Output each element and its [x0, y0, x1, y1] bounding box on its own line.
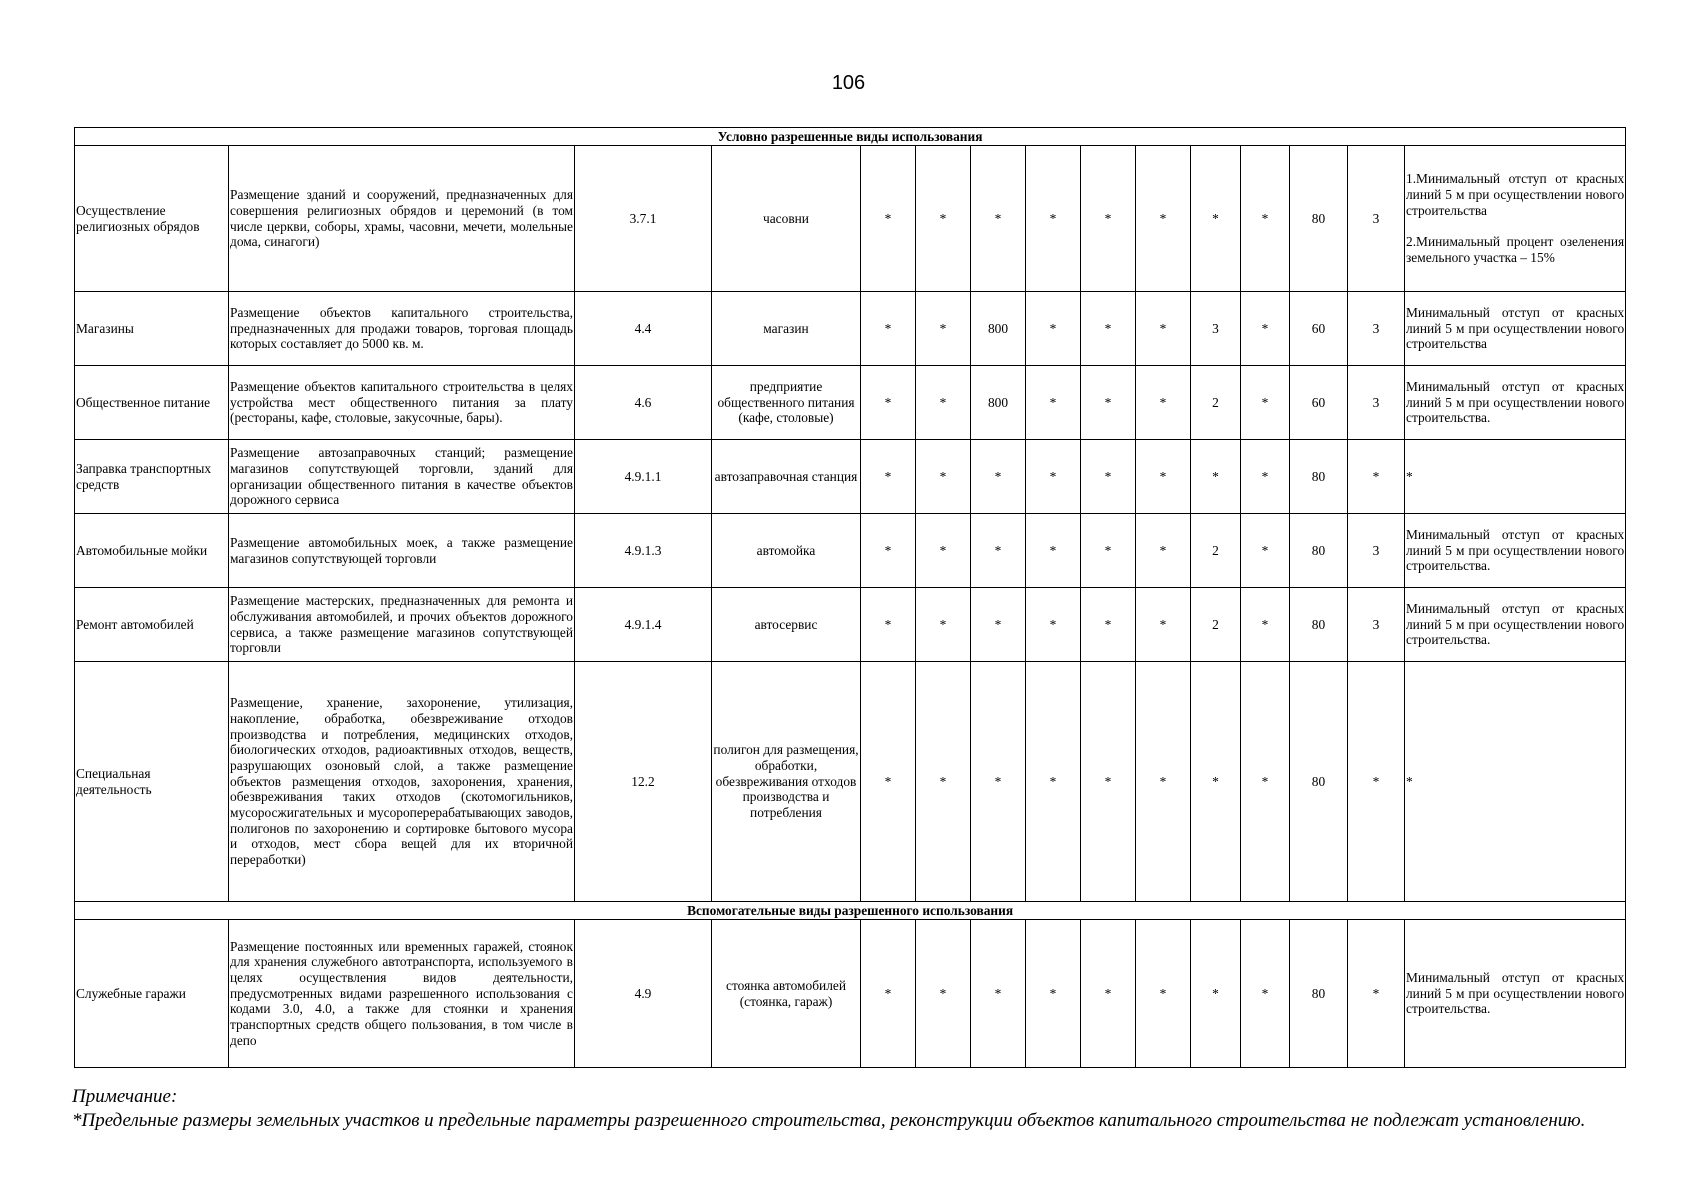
param-2-cell: * [916, 514, 971, 588]
use-description-cell: Размещение, хранение, захоронение, утилизация, накопление, обработка, обезвреживание отходов производства и потребления, медицинских отходов, биологических отходов, радиоактивных отходов, веществ, разрушающих озоновый слой, а также размещение объектов размещения отходов, захоронения, хранения, обезвреживания таких отходов (скотомогильников, мусоросжигательных и мусороперерабатывающих заводов, полигонов по захоронению и сортировке бытового мусора и отходов, мест сбора вещей для их вторичной переработки) [229, 662, 575, 902]
use-code-cell: 12.2 [575, 662, 712, 902]
param-5-cell: * [1081, 662, 1136, 902]
use-code-cell: 3.7.1 [575, 146, 712, 292]
object-type-cell: полигон для размещения, обработки, обезвреживания отходов производства и потребления [712, 662, 861, 902]
use-name-cell: Общественное питание [75, 366, 229, 440]
table-body [75, 128, 1626, 1068]
param-6-cell: * [1136, 920, 1191, 1068]
object-type-cell: часовни [712, 146, 861, 292]
param-3-cell: 800 [971, 292, 1026, 366]
note-line: Минимальный отступ от красных линий 5 м при осуществлении нового строительства. [1406, 526, 1625, 574]
param-2-cell: * [916, 366, 971, 440]
param-10-cell: 3 [1348, 588, 1405, 662]
footnote-text: *Предельные размеры земельных участков и предельные параметры разрешенного строительства, реконструкции объектов капитального строительства не подлежат установлению. [72, 1110, 1586, 1132]
param-1-cell: * [861, 920, 916, 1068]
use-code-cell: 4.4 [575, 292, 712, 366]
param-5-cell: * [1081, 146, 1136, 292]
param-7-cell: 3 [1191, 292, 1241, 366]
notes-cell [1405, 514, 1626, 588]
notes-cell [1405, 292, 1626, 366]
param-3-cell: * [971, 588, 1026, 662]
param-4-cell: * [1026, 662, 1081, 902]
param-2-cell: * [916, 662, 971, 902]
param-3-cell: * [971, 514, 1026, 588]
param-10-cell: 3 [1348, 514, 1405, 588]
param-1-cell: * [861, 514, 916, 588]
use-name-cell: Заправка транспортных средств [75, 440, 229, 514]
object-type-cell: магазин [712, 292, 861, 366]
param-9-cell: 80 [1290, 662, 1348, 902]
note-line: Минимальный отступ от красных линий 5 м при осуществлении нового строительства. [1406, 378, 1625, 426]
use-code-cell: 4.9.1.1 [575, 440, 712, 514]
section-title: Условно разрешенные виды использования [75, 128, 1626, 146]
note-line: 1.Минимальный отступ от красных линий 5 м при осуществлении нового строительства [1406, 171, 1625, 218]
param-1-cell: * [861, 146, 916, 292]
param-5-cell: * [1081, 292, 1136, 366]
use-code-cell: 4.9.1.4 [575, 588, 712, 662]
param-1-cell: * [861, 440, 916, 514]
use-name-cell: Магазины [75, 292, 229, 366]
param-3-cell: 800 [971, 366, 1026, 440]
param-5-cell: * [1081, 588, 1136, 662]
object-type-cell: автомойка [712, 514, 861, 588]
param-7-cell: * [1191, 440, 1241, 514]
param-4-cell: * [1026, 146, 1081, 292]
table-row [75, 366, 1626, 440]
param-4-cell: * [1026, 292, 1081, 366]
param-7-cell: * [1191, 146, 1241, 292]
use-code-cell: 4.9.1.3 [575, 514, 712, 588]
note-line: Минимальный отступ от красных линий 5 м при осуществлении нового строительства. [1406, 600, 1625, 648]
param-6-cell: * [1136, 662, 1191, 902]
param-8-cell: * [1241, 146, 1290, 292]
param-10-cell: * [1348, 440, 1405, 514]
param-10-cell: 3 [1348, 146, 1405, 292]
use-code-cell: 4.6 [575, 366, 712, 440]
table-row [75, 146, 1626, 292]
param-9-cell: 60 [1290, 292, 1348, 366]
param-9-cell: 80 [1290, 146, 1348, 292]
param-9-cell: 80 [1290, 440, 1348, 514]
param-4-cell: * [1026, 366, 1081, 440]
param-5-cell: * [1081, 440, 1136, 514]
param-6-cell: * [1136, 146, 1191, 292]
param-2-cell: * [916, 588, 971, 662]
param-5-cell: * [1081, 920, 1136, 1068]
param-5-cell: * [1081, 514, 1136, 588]
note-gap [1406, 218, 1624, 234]
section-header-row [75, 902, 1626, 920]
param-6-cell: * [1136, 366, 1191, 440]
param-7-cell: 2 [1191, 514, 1241, 588]
param-10-cell: * [1348, 662, 1405, 902]
table-row [75, 292, 1626, 366]
param-10-cell: * [1348, 920, 1405, 1068]
object-type-cell: предприятие общественного питания (кафе, столовые) [712, 366, 861, 440]
table-row [75, 514, 1626, 588]
notes-cell [1405, 662, 1626, 902]
param-2-cell: * [916, 146, 971, 292]
param-9-cell: 80 [1290, 588, 1348, 662]
param-1-cell: * [861, 366, 916, 440]
notes-cell [1405, 920, 1626, 1068]
table-row [75, 662, 1626, 902]
page-number: 106 [831, 72, 866, 94]
notes-cell [1405, 588, 1626, 662]
param-8-cell: * [1241, 292, 1290, 366]
use-name-cell: Осуществление религиозных обрядов [75, 146, 229, 292]
note-line: * [1406, 468, 1413, 484]
notes-cell [1405, 440, 1626, 514]
param-1-cell: * [861, 292, 916, 366]
param-5-cell: * [1081, 366, 1136, 440]
note-line: * [1406, 773, 1413, 789]
param-2-cell: * [916, 920, 971, 1068]
note-line: Минимальный отступ от красных линий 5 м при осуществлении нового строительства [1406, 304, 1625, 352]
param-8-cell: * [1241, 514, 1290, 588]
param-2-cell: * [916, 440, 971, 514]
param-7-cell: 2 [1191, 588, 1241, 662]
footnote [72, 1085, 1632, 1134]
object-type-cell: автозаправочная станция [712, 440, 861, 514]
param-8-cell: * [1241, 920, 1290, 1068]
use-description-cell: Размещение объектов капитального строительства в целях устройства мест общественного питания за плату (рестораны, кафе, столовые, закусочные, бары). [229, 366, 575, 440]
notes-cell [1405, 146, 1626, 292]
use-name-cell: Служебные гаражи [75, 920, 229, 1068]
note-line: Минимальный отступ от красных линий 5 м при осуществлении нового строительства. [1406, 969, 1625, 1017]
param-7-cell: 2 [1191, 366, 1241, 440]
object-type-cell: автосервис [712, 588, 861, 662]
param-9-cell: 80 [1290, 514, 1348, 588]
table-row [75, 588, 1626, 662]
param-3-cell: * [971, 440, 1026, 514]
use-name-cell: Ремонт автомобилей [75, 588, 229, 662]
section-header-row [75, 128, 1626, 146]
param-9-cell: 60 [1290, 366, 1348, 440]
param-4-cell: * [1026, 588, 1081, 662]
table-row [75, 920, 1626, 1068]
param-9-cell: 80 [1290, 920, 1348, 1068]
land-use-table [74, 127, 1626, 1068]
param-6-cell: * [1136, 514, 1191, 588]
param-8-cell: * [1241, 662, 1290, 902]
param-8-cell: * [1241, 366, 1290, 440]
table-row [75, 440, 1626, 514]
use-name-cell: Специальная деятельность [75, 662, 229, 902]
param-8-cell: * [1241, 440, 1290, 514]
use-name-cell: Автомобильные мойки [75, 514, 229, 588]
section-title: Вспомогательные виды разрешенного использования [75, 902, 1626, 920]
object-type-cell: стоянка автомобилей (стоянка, гараж) [712, 920, 861, 1068]
param-6-cell: * [1136, 292, 1191, 366]
use-description-cell: Размещение зданий и сооружений, предназначенных для совершения религиозных обрядов и церемоний (в том числе церкви, соборы, храмы, часовни, мечети, молельные дома, синагоги) [229, 146, 575, 292]
param-3-cell: * [971, 920, 1026, 1068]
param-8-cell: * [1241, 588, 1290, 662]
use-description-cell: Размещение мастерских, предназначенных для ремонта и обслуживания автомобилей, и прочих объектов дорожного сервиса, а также размещение магазинов сопутствующей торговли [229, 588, 575, 662]
param-6-cell: * [1136, 588, 1191, 662]
param-7-cell: * [1191, 662, 1241, 902]
param-4-cell: * [1026, 920, 1081, 1068]
notes-cell [1405, 366, 1626, 440]
footnote-label: Примечание: [72, 1086, 178, 1107]
param-1-cell: * [861, 662, 916, 902]
note-line: 2.Минимальный процент озеленения земельного участка – 15% [1406, 234, 1625, 265]
param-1-cell: * [861, 588, 916, 662]
use-description-cell: Размещение постоянных или временных гаражей, стоянок для хранения служебного автотранспорта, используемого в целях осуществления видов деятельности, предусмотренных видами разрешенного использования с кодами 3.0, 4.0, а также для стоянки и хранения транспортных средств общего пользования, в том числе в депо [229, 920, 575, 1068]
param-2-cell: * [916, 292, 971, 366]
param-10-cell: 3 [1348, 366, 1405, 440]
param-3-cell: * [971, 146, 1026, 292]
param-6-cell: * [1136, 440, 1191, 514]
use-description-cell: Размещение автомобильных моек, а также размещение магазинов сопутствующей торговли [229, 514, 575, 588]
param-10-cell: 3 [1348, 292, 1405, 366]
param-4-cell: * [1026, 440, 1081, 514]
use-description-cell: Размещение автозаправочных станций; размещение магазинов сопутствующей торговли, зданий для организации общественного питания в качестве объектов дорожного сервиса [229, 440, 575, 514]
param-4-cell: * [1026, 514, 1081, 588]
param-3-cell: * [971, 662, 1026, 902]
use-code-cell: 4.9 [575, 920, 712, 1068]
param-7-cell: * [1191, 920, 1241, 1068]
use-description-cell: Размещение объектов капитального строительства, предназначенных для продажи товаров, торговая площадь которых составляет до 5000 кв. м. [229, 292, 575, 366]
